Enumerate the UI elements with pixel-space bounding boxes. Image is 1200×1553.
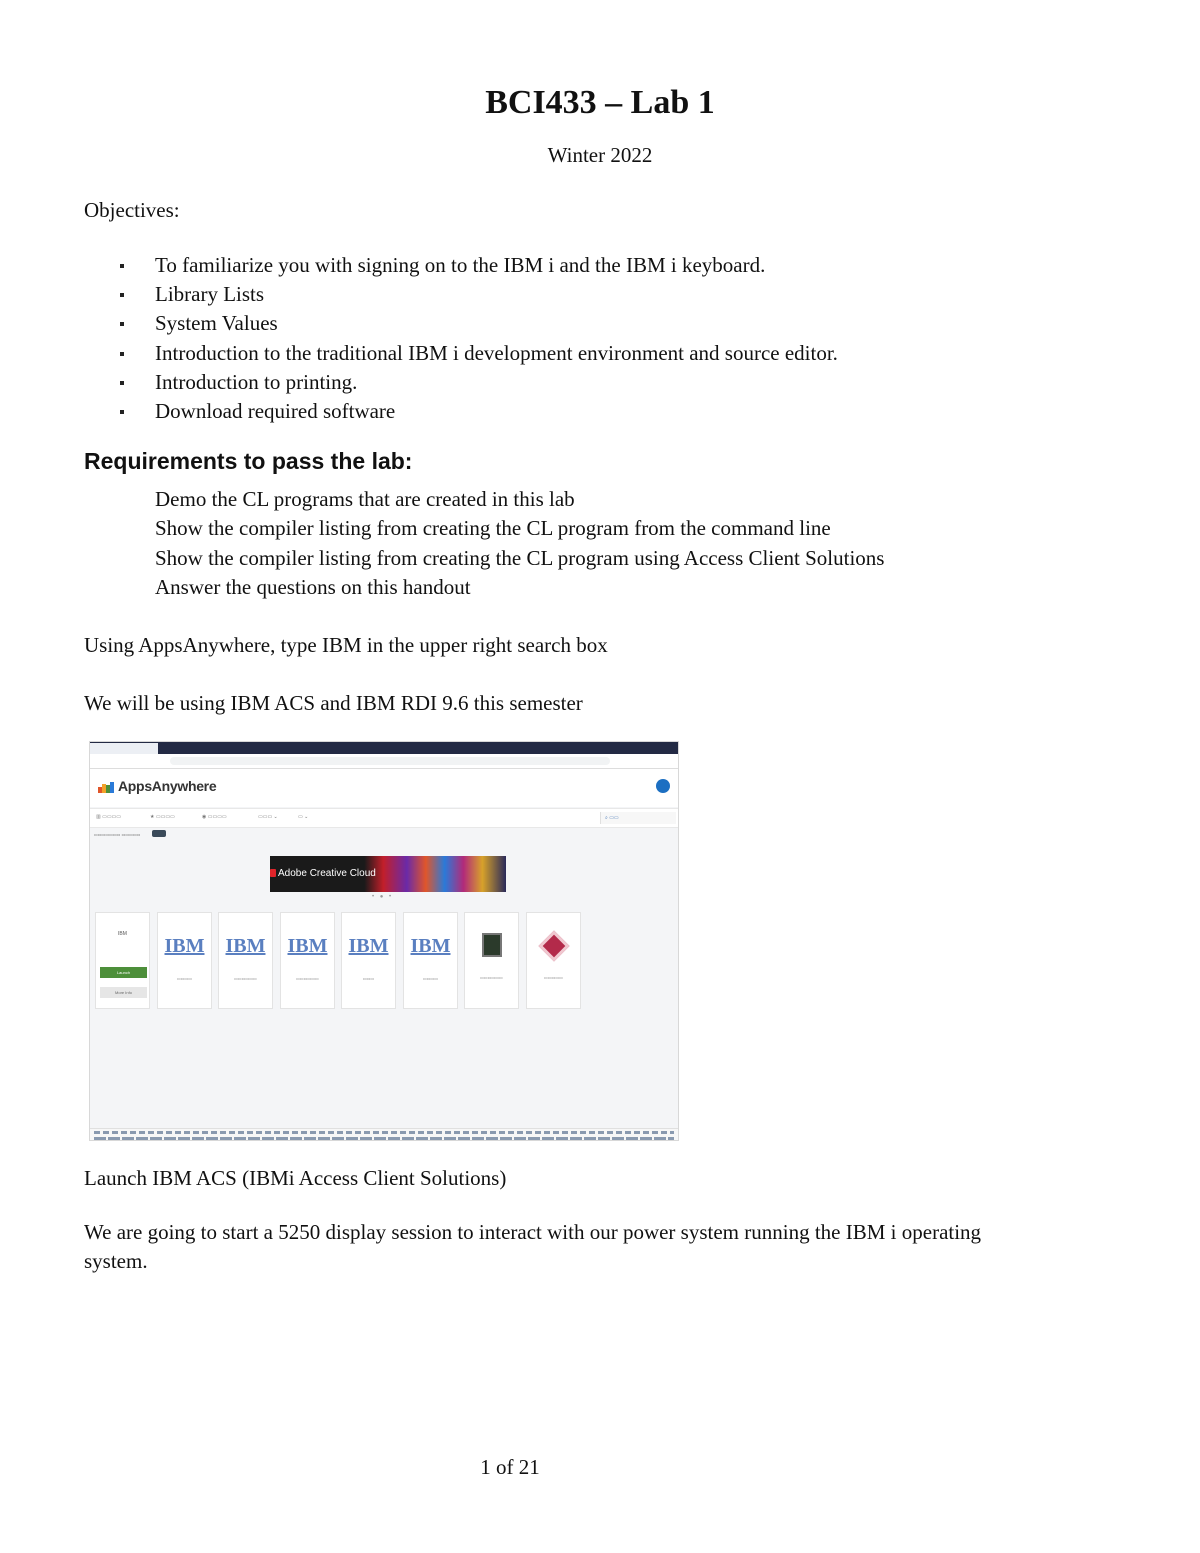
- status-bar: [90, 1128, 679, 1141]
- brand-name: AppsAnywhere: [118, 778, 217, 794]
- carousel-dots: • ● •: [372, 894, 394, 900]
- requirements-heading: Requirements to pass the lab:: [84, 448, 413, 474]
- launch-acs-instruction: Launch IBM ACS (IBMi Access Client Solutions): [84, 1166, 507, 1190]
- app-card: [280, 912, 335, 1009]
- appsanywhere-instruction: Using AppsAnywhere, type IBM in the upper right search box: [84, 633, 608, 657]
- url-field: [170, 757, 610, 765]
- card-caption: ▭▭▭: [362, 976, 375, 981]
- app-card: [218, 912, 273, 1009]
- document-title: BCI433 – Lab 1: [485, 84, 715, 121]
- list-item: Introduction to the traditional IBM i development environment and source editor.: [84, 339, 838, 368]
- page-number: 1 of 21: [480, 1455, 540, 1479]
- browser-tab: [90, 743, 158, 754]
- card-title: IBM: [118, 931, 127, 937]
- banner-text: Adobe Creative Cloud: [278, 868, 376, 879]
- launch-button: Launch: [100, 967, 147, 978]
- ibm-logo-icon: IBM: [410, 935, 451, 957]
- objectives-list: [84, 251, 838, 426]
- list-item: Introduction to printing.: [84, 368, 838, 397]
- session-paragraph-line-2: system.: [84, 1249, 148, 1273]
- ibm-logo-icon: IBM: [348, 935, 389, 957]
- filter-item: ▭▭▭ ⌄: [258, 814, 278, 820]
- browser-address-bar: [90, 754, 679, 769]
- bullet-icon: [120, 381, 124, 385]
- adobe-logo-icon: [270, 869, 276, 877]
- card-caption: ▭▭▭▭▭▭: [296, 976, 319, 981]
- card-caption: ▭▭▭▭▭: [544, 975, 563, 980]
- card-caption: ▭▭▭▭▭▭: [234, 976, 257, 981]
- rational-rose-icon: [538, 930, 569, 961]
- list-item: Show the compiler listing from creating the CL program from the command line: [155, 516, 831, 541]
- ibm-logo-icon: IBM: [225, 935, 266, 957]
- bullet-icon: [120, 352, 124, 356]
- monitor-icon: [482, 933, 502, 957]
- search-box: ⌕ ▭▭: [600, 812, 676, 824]
- list-item: To familiarize you with signing on to the IBM i and the IBM i keyboard.: [84, 251, 838, 280]
- card-caption: ▭▭▭▭: [422, 976, 439, 981]
- filter-bar: [90, 808, 679, 828]
- app-card-selected: [95, 912, 150, 1009]
- filter-item: ★ ▭▭▭▭: [150, 814, 175, 820]
- app-card: [526, 912, 581, 1009]
- app-card: [464, 912, 519, 1009]
- appsanywhere-screenshot: [89, 741, 679, 1141]
- browser-tab-bar: [90, 742, 679, 754]
- list-item: Download required software: [84, 397, 838, 426]
- adobe-banner: [270, 856, 506, 892]
- objectives-label: Objectives:: [84, 198, 180, 222]
- list-item: System Values: [84, 309, 838, 338]
- card-caption: ▭▭▭▭▭▭: [480, 975, 503, 980]
- more-info-button: More Info: [100, 987, 147, 998]
- app-card: [403, 912, 458, 1009]
- ibm-logo-icon: IBM: [287, 935, 328, 957]
- filter-item: ◉ ▭▭▭▭: [202, 814, 227, 820]
- semester-note: We will be using IBM ACS and IBM RDI 9.6 this semester: [84, 691, 583, 715]
- app-header: [90, 769, 679, 807]
- list-item: Library Lists: [84, 280, 838, 309]
- ibm-logo-icon: IBM: [164, 935, 205, 957]
- list-item: Show the compiler listing from creating the CL program using Access Client Solutions: [155, 545, 885, 570]
- app-card: [157, 912, 212, 1009]
- list-item: Demo the CL programs that are created in this lab: [155, 487, 575, 511]
- bullet-icon: [120, 410, 124, 414]
- requirements-list: [155, 485, 884, 602]
- bullet-icon: [120, 264, 124, 268]
- filter-item: ▭ ⌄: [298, 814, 309, 820]
- card-caption: ▭▭▭▭: [176, 976, 193, 981]
- bullet-icon: [120, 322, 124, 326]
- avatar: [656, 779, 670, 793]
- list-item: Answer the questions on this handout: [155, 574, 471, 599]
- appsanywhere-logo-icon: [98, 781, 114, 793]
- document-subtitle: Winter 2022: [547, 143, 653, 167]
- session-paragraph-line-1: We are going to start a 5250 display session to interact with our power system running the IBM i operating: [84, 1220, 982, 1244]
- app-card: [341, 912, 396, 1009]
- filter-item: ▥ ▭▭▭▭: [96, 814, 122, 820]
- bullet-icon: [120, 293, 124, 297]
- currently-showing-label: ▭▭▭▭▭▭▭ ▭▭▭▭▭: [94, 832, 141, 837]
- filter-chip: [152, 830, 166, 837]
